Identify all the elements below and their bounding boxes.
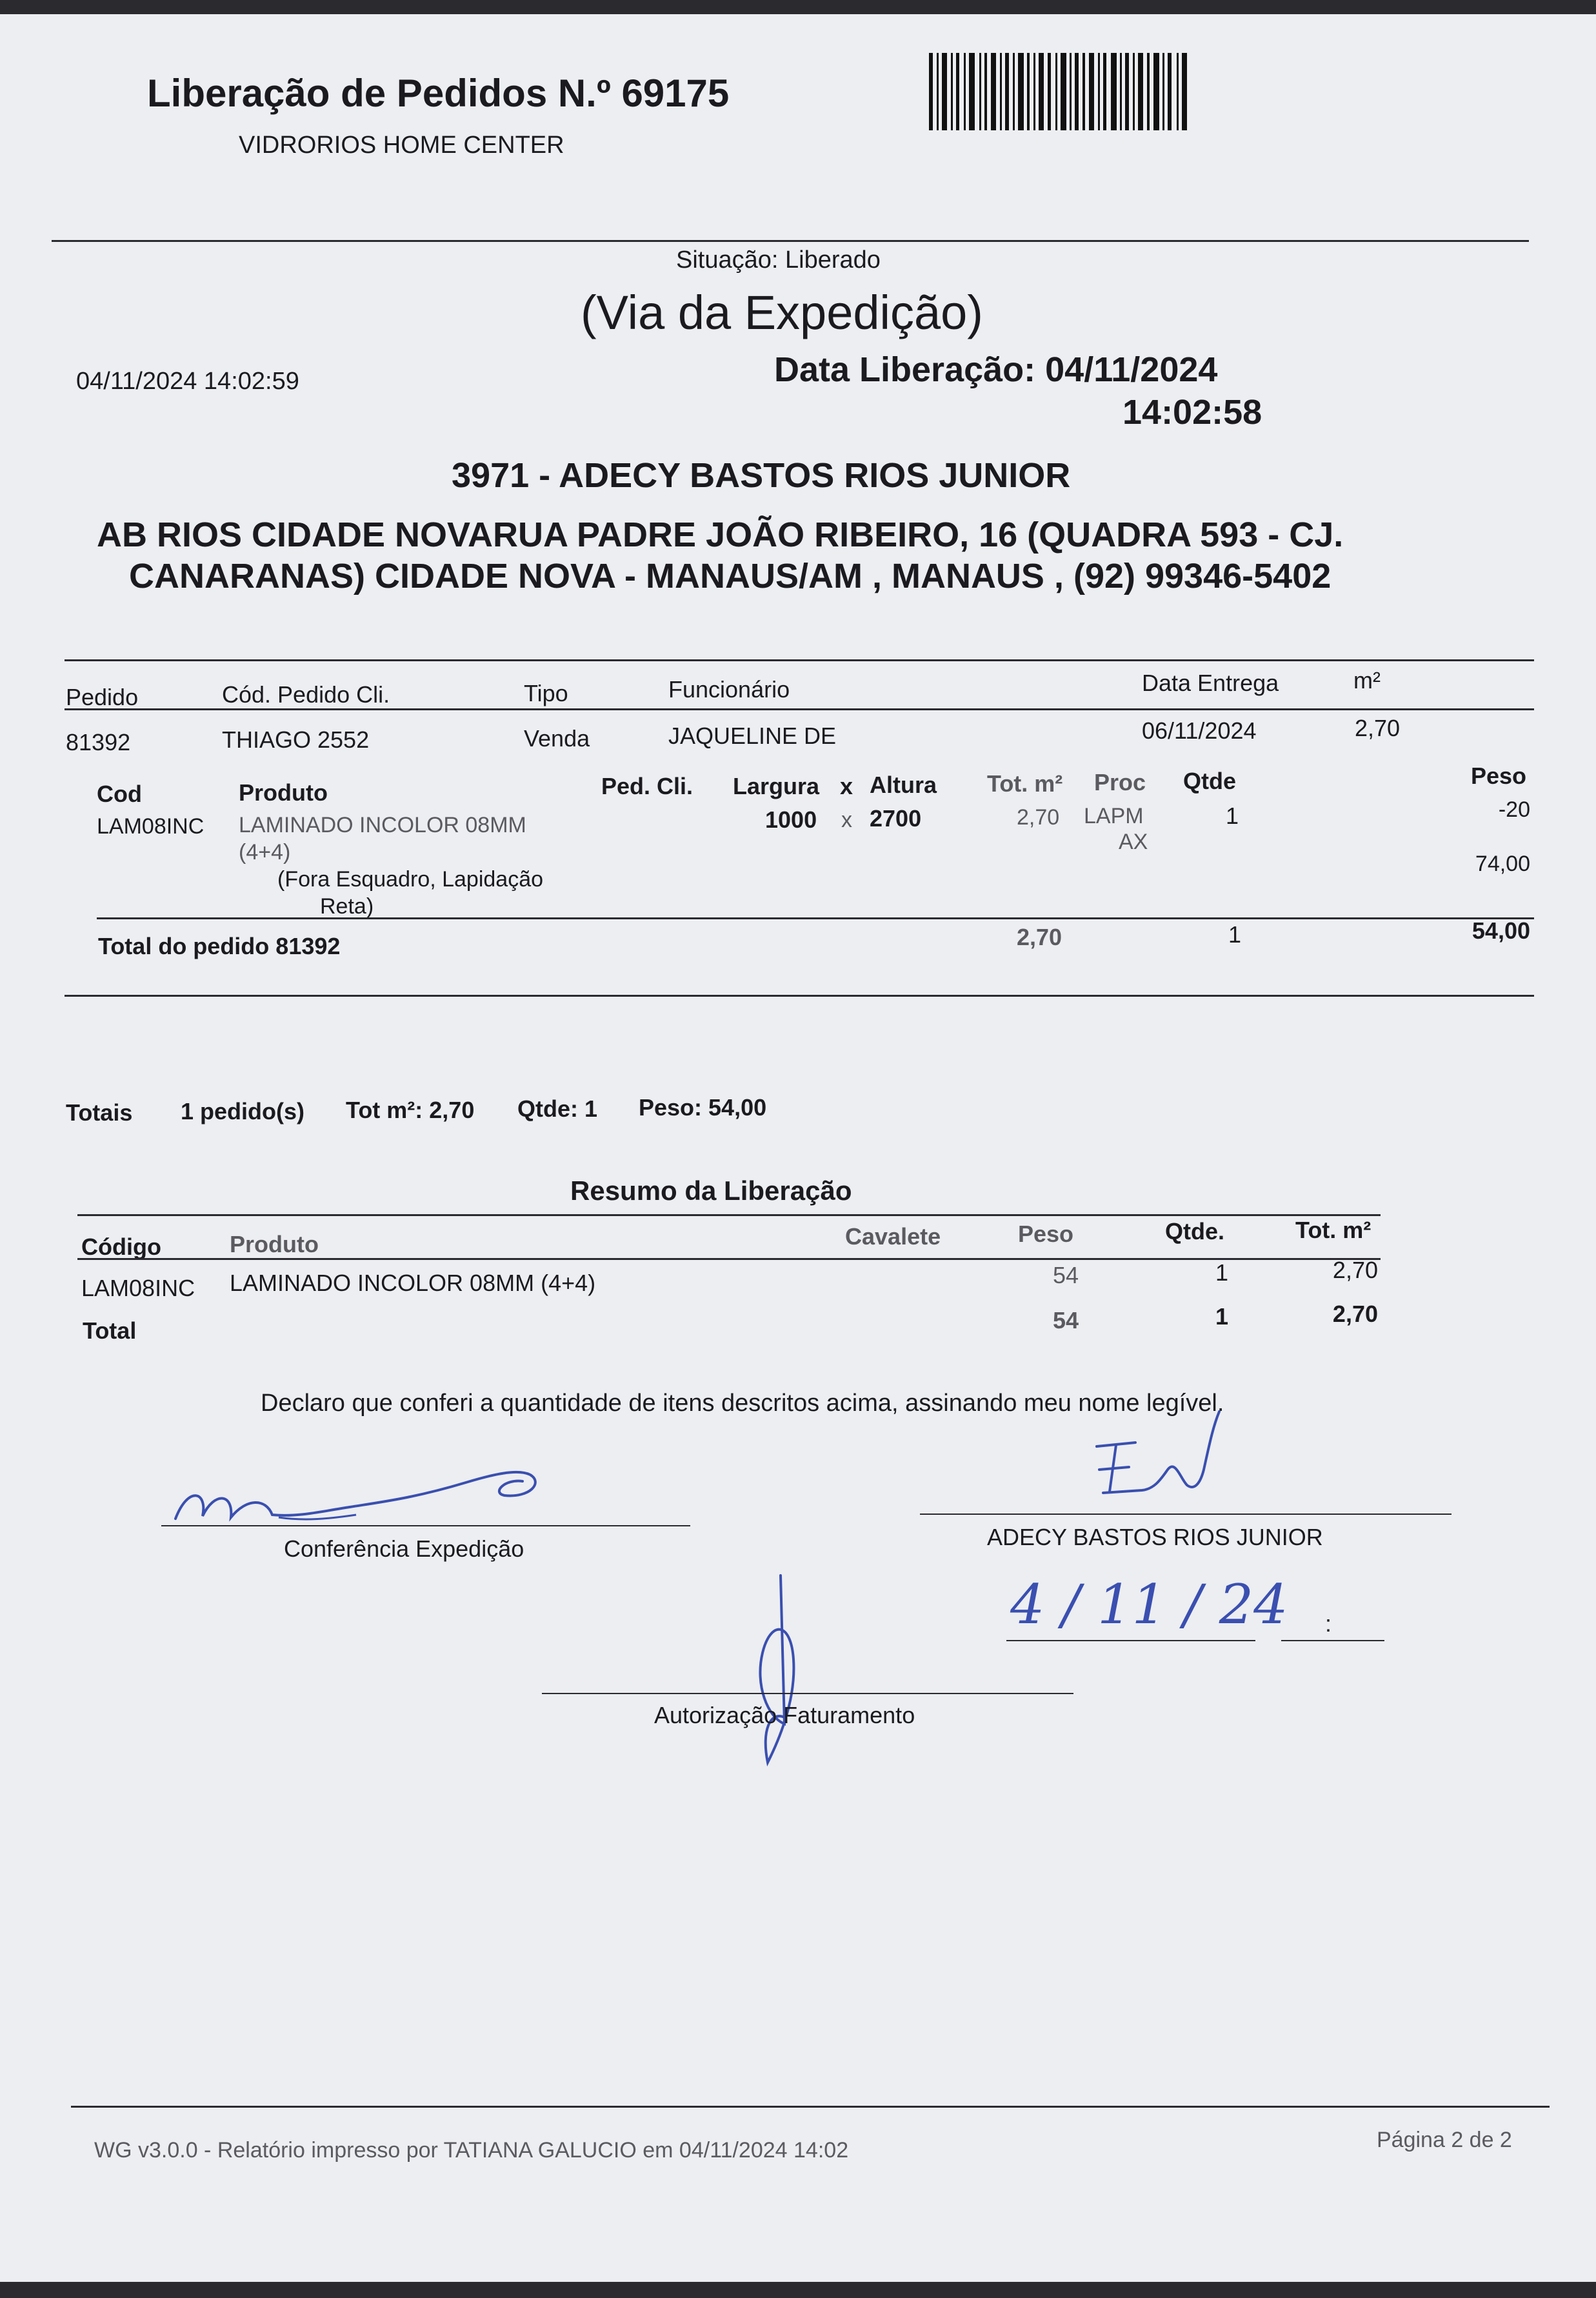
declaracao-text: Declaro que conferi a quantidade de itens descritos acima, assinando meu nome legível. — [261, 1390, 1224, 1417]
item-produto-l2: (4+4) — [239, 840, 291, 864]
item-proc-l1: LAPM — [1084, 804, 1144, 828]
conferencia-label: Conferência Expedição — [284, 1535, 524, 1562]
item-col-largura: Largura — [733, 773, 820, 799]
pedido-tipo: Venda — [524, 725, 590, 752]
item-col-cod: Cod — [97, 781, 142, 807]
pedido-top-rule — [65, 659, 1534, 661]
pedido-cod-cli: THIAGO 2552 — [222, 726, 370, 753]
pedido-data-entrega: 06/11/2024 — [1142, 717, 1257, 744]
situacao-label: Situação: Liberado — [676, 246, 881, 274]
data-manuscrita: 4 / 11 / 24 — [1010, 1573, 1288, 1636]
resumo-header-rule — [77, 1258, 1381, 1260]
item-peso-l2: 74,00 — [1475, 852, 1530, 876]
resumo-col-tot-m2: Tot. m² — [1295, 1217, 1372, 1243]
resumo-codigo: LAM08INC — [81, 1275, 195, 1301]
totais-pedidos: 1 pedido(s) — [181, 1098, 305, 1124]
resumo-col-qtde: Qtde. — [1165, 1218, 1225, 1244]
totais-tot-m2: Tot m²: 2,70 — [346, 1097, 475, 1123]
item-obs-l2: Reta) — [320, 894, 374, 919]
resumo-total-qtde: 1 — [1215, 1303, 1229, 1330]
col-tipo: Tipo — [524, 680, 568, 706]
cliente-nome: 3971 - ADECY BASTOS RIOS JUNIOR — [452, 456, 1071, 495]
autorizacao-sign-line — [542, 1693, 1073, 1694]
endereco-linha-2: CANARANAS) CIDADE NOVA - MANAUS/AM , MANAUS , (92) 99346-5402 — [129, 557, 1332, 595]
col-pedido: Pedido — [66, 684, 139, 710]
item-proc-l2: AX — [1119, 830, 1148, 854]
item-qtde: 1 — [1226, 803, 1239, 829]
signature-autorizacao — [729, 1569, 806, 1775]
signature-cliente — [1090, 1408, 1245, 1524]
hora-liberacao: 14:02:58 — [1122, 393, 1262, 432]
item-col-x: x — [840, 773, 853, 799]
document-title: Liberação de Pedidos N.º 69175 — [147, 72, 730, 115]
pedido-funcionario: JAQUELINE DE — [668, 723, 837, 749]
col-m2: m² — [1353, 667, 1381, 694]
item-cod: LAM08INC — [97, 814, 204, 839]
resumo-col-peso: Peso — [1018, 1221, 1074, 1247]
pedido-m2: 2,70 — [1355, 715, 1401, 741]
footer-report-info: WG v3.0.0 - Relatório impresso por TATIANA GALUCIO em 04/11/2024 14:02 — [94, 2138, 849, 2163]
resumo-tot-m2: 2,70 — [1332, 1257, 1378, 1283]
hora-sign-line — [1281, 1640, 1384, 1641]
resumo-col-codigo: Código — [81, 1234, 161, 1260]
resumo-title: Resumo da Liberação — [570, 1175, 852, 1206]
resumo-total-tot-m2: 2,70 — [1332, 1301, 1378, 1327]
item-col-ped-cli: Ped. Cli. — [601, 773, 693, 799]
resumo-total-peso: 54 — [1053, 1307, 1079, 1334]
hora-separador: : — [1325, 1610, 1332, 1637]
pedido-bottom-rule — [65, 995, 1534, 997]
resumo-col-produto: Produto — [230, 1231, 319, 1257]
col-cod-pedido-cli: Cód. Pedido Cli. — [222, 681, 390, 708]
item-altura: 2700 — [870, 805, 922, 832]
item-col-qtde: Qtde — [1183, 768, 1237, 794]
conferencia-sign-line — [161, 1525, 690, 1526]
item-col-altura: Altura — [870, 772, 937, 798]
barcode-icon — [929, 53, 1187, 130]
item-produto-l1: LAMINADO INCOLOR 08MM — [239, 813, 526, 837]
item-total-rule — [97, 917, 1534, 919]
col-funcionario: Funcionário — [668, 676, 790, 703]
data-sign-line — [1006, 1640, 1255, 1641]
resumo-qtde: 1 — [1215, 1259, 1229, 1286]
total-pedido-peso: 54,00 — [1471, 917, 1530, 944]
cliente-sign-line — [920, 1514, 1451, 1515]
total-pedido-tot-m2: 2,70 — [1017, 924, 1062, 950]
resumo-peso: 54 — [1053, 1262, 1079, 1288]
endereco-linha-1: AB RIOS CIDADE NOVARUA PADRE JOÃO RIBEIRO, 16 (QUADRA 593 - CJ. — [97, 515, 1344, 554]
pedido-numero: 81392 — [66, 729, 131, 755]
document-page — [0, 14, 1596, 2282]
item-tot-m2: 2,70 — [1017, 805, 1060, 830]
item-col-peso: Peso — [1471, 763, 1527, 789]
item-obs-l1: (Fora Esquadro, Lapidação — [277, 867, 544, 892]
data-liberacao: Data Liberação: 04/11/2024 — [774, 350, 1218, 389]
item-peso-l1: -20 — [1498, 797, 1530, 822]
resumo-total-label: Total — [83, 1317, 137, 1344]
item-col-produto: Produto — [239, 779, 328, 806]
via-label: (Via da Expedição) — [581, 286, 983, 339]
pedido-header-rule — [65, 708, 1534, 710]
header-rule — [52, 240, 1529, 242]
item-x: x — [841, 808, 852, 832]
total-pedido-label: Total do pedido 81392 — [98, 933, 341, 959]
item-largura: 1000 — [765, 806, 817, 833]
print-timestamp: 04/11/2024 14:02:59 — [76, 368, 299, 395]
resumo-top-rule — [77, 1214, 1381, 1216]
autorizacao-label: Autorização Faturamento — [654, 1702, 915, 1728]
footer-rule — [71, 2106, 1550, 2108]
footer-page-number: Página 2 de 2 — [1377, 2128, 1512, 2152]
cliente-sign-name: ADECY BASTOS RIOS JUNIOR — [987, 1524, 1323, 1550]
total-pedido-qtde: 1 — [1228, 921, 1242, 948]
item-col-tot-m2: Tot. m² — [987, 770, 1063, 797]
totais-qtde: Qtde: 1 — [517, 1095, 598, 1122]
item-col-proc: Proc — [1094, 769, 1146, 795]
resumo-produto: LAMINADO INCOLOR 08MM (4+4) — [230, 1270, 596, 1296]
col-data-entrega: Data Entrega — [1142, 670, 1279, 696]
resumo-col-cavalete: Cavalete — [845, 1223, 941, 1250]
totais-label: Totais — [66, 1099, 133, 1126]
company-name: VIDRORIOS HOME CENTER — [239, 132, 564, 159]
totais-peso: Peso: 54,00 — [639, 1094, 767, 1121]
